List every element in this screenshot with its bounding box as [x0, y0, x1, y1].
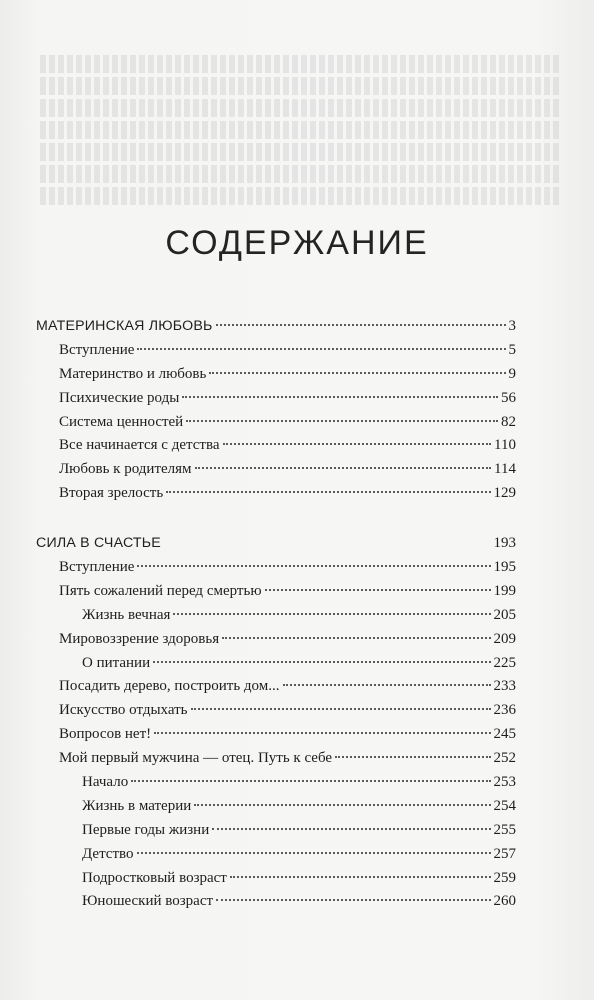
toc-entry-label: Жизнь в материи [82, 797, 192, 814]
toc-page-number: 193 [493, 535, 516, 552]
toc-entry-label: Любовь к родителям [59, 461, 192, 478]
dot-leader [283, 684, 491, 686]
toc-entry[interactable] [36, 726, 516, 750]
toc-subentry[interactable] [36, 846, 516, 870]
table-of-contents [36, 318, 516, 943]
toc-page-number: 209 [493, 630, 516, 647]
toc-entry[interactable] [36, 342, 516, 366]
toc-entry-label: Вступление [59, 341, 135, 358]
toc-page-number: 255 [493, 821, 516, 838]
toc-entry[interactable] [36, 414, 516, 438]
toc-entry-label: Вступление [59, 559, 135, 576]
toc-entry-label: Вторая зрелость [59, 485, 164, 502]
toc-entry[interactable] [36, 678, 516, 702]
toc-page-number: 260 [493, 893, 516, 910]
toc-page-number: 110 [494, 437, 516, 454]
toc-entry[interactable] [36, 631, 516, 655]
toc-page-number: 56 [501, 389, 516, 406]
dot-leader [216, 899, 490, 901]
toc-entry-label: Мировоззрение здоровья [59, 630, 220, 647]
dot-leader [216, 324, 506, 326]
dot-leader [191, 708, 491, 710]
toc-section-heading[interactable] [36, 318, 516, 342]
toc-entry-label: Материнство и любовь [59, 365, 207, 382]
dot-leader [166, 491, 490, 493]
toc-page-number: 199 [493, 582, 516, 599]
toc-entry-label: Начало [82, 774, 129, 791]
dot-leader [194, 804, 490, 806]
toc-entry-label: Первые годы жизни [82, 821, 210, 838]
toc-section-title: МАТЕРИНСКАЯ ЛЮБОВЬ [36, 318, 213, 334]
toc-entry[interactable] [36, 702, 516, 726]
toc-section-heading[interactable] [36, 535, 516, 559]
toc-page-number: 195 [493, 559, 516, 576]
toc-section-title: СИЛА В СЧАСТЬЕ [36, 535, 161, 552]
toc-page-number: 257 [493, 845, 516, 862]
toc-subentry[interactable] [36, 822, 516, 846]
toc-page-number: 233 [493, 678, 516, 695]
dot-leader [153, 661, 490, 663]
toc-section-2 [36, 535, 516, 917]
toc-subentry[interactable] [36, 774, 516, 798]
dot-leader [335, 756, 490, 758]
toc-entry[interactable] [36, 485, 516, 509]
page-title: СОДЕРЖАНИЕ [165, 224, 429, 262]
toc-entry-label: Пять сожалений перед смертью [59, 582, 262, 599]
toc-page-number: 3 [508, 318, 516, 334]
toc-entry-label: Вопросов нет! [59, 726, 152, 743]
toc-entry[interactable] [36, 461, 516, 485]
toc-page-number: 114 [494, 461, 516, 478]
dot-leader [137, 348, 505, 350]
dot-leader [186, 420, 498, 422]
toc-subentry[interactable] [36, 893, 516, 917]
toc-entry[interactable] [36, 583, 516, 607]
dot-leader [212, 828, 490, 830]
toc-entry-label: Подростковый возраст [82, 869, 227, 886]
toc-entry[interactable] [36, 366, 516, 390]
toc-entry[interactable] [36, 559, 516, 583]
toc-entry[interactable] [36, 750, 516, 774]
dot-leader [230, 876, 491, 878]
toc-entry-label: Психические роды [59, 389, 180, 406]
toc-subentry[interactable] [36, 798, 516, 822]
dot-leader [173, 613, 490, 615]
toc-entry-label: Мой первый мужчина — отец. Путь к себе [59, 750, 333, 767]
toc-page-number: 225 [493, 654, 516, 671]
toc-entry-label: Все начинается с детства [59, 437, 220, 454]
toc-page-number: 259 [493, 869, 516, 886]
toc-entry-label: Искусство отдыхать [59, 702, 188, 719]
toc-entry-label: О питании [82, 654, 151, 671]
toc-entry-label: Жизнь вечная [82, 606, 171, 623]
toc-page-number: 236 [493, 702, 516, 719]
toc-page-number: 254 [493, 797, 516, 814]
toc-subentry[interactable] [36, 655, 516, 679]
dot-leader [137, 852, 491, 854]
toc-page-number: 245 [493, 726, 516, 743]
dot-leader [209, 372, 505, 374]
dot-leader [195, 467, 492, 469]
toc-subentry[interactable] [36, 607, 516, 631]
toc-page-number: 252 [493, 750, 516, 767]
toc-page-number: 9 [508, 365, 516, 382]
dot-leader [265, 589, 491, 591]
dot-leader [182, 396, 498, 398]
toc-entry-label: Юношеский возраст [82, 893, 214, 910]
toc-entry[interactable] [36, 390, 516, 414]
toc-section-1 [36, 318, 516, 509]
toc-page-number: 253 [493, 774, 516, 791]
dot-leader [137, 565, 490, 567]
toc-page-number: 129 [493, 485, 516, 502]
show-through-text [40, 55, 560, 235]
dot-leader [223, 443, 492, 445]
dot-leader [154, 732, 490, 734]
dot-leader [131, 780, 490, 782]
toc-entry-label: Посадить дерево, построить дом... [59, 678, 280, 695]
toc-page-number: 82 [501, 413, 516, 430]
toc-subentry[interactable] [36, 870, 516, 894]
toc-entry-label: Детство [82, 845, 134, 862]
dot-leader [222, 637, 490, 639]
toc-page-number: 205 [493, 606, 516, 623]
toc-page-number: 5 [508, 341, 516, 358]
toc-entry-label: Система ценностей [59, 413, 184, 430]
toc-entry[interactable] [36, 437, 516, 461]
